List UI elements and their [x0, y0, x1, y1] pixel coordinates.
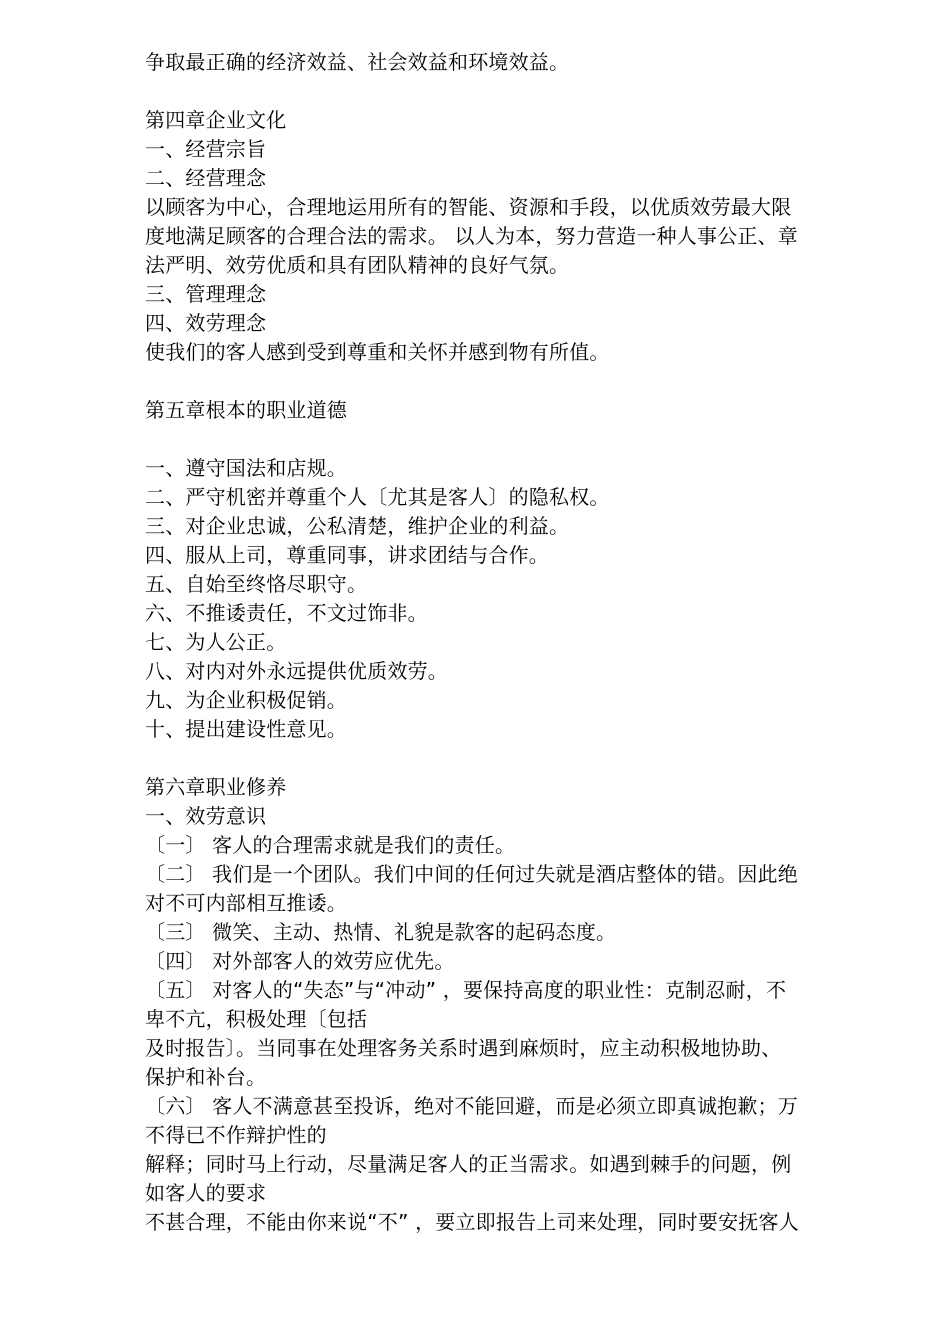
text-line: 〔二〕 我们是一个团队。我们中间的任何过失就是酒店整体的错。因此绝: [145, 862, 798, 886]
text-line: 六、不推诿责任，不文过饰非。: [145, 601, 428, 625]
blank-line: [145, 744, 875, 773]
text-line: 〔一〕 客人的合理需求就是我们的责任。: [145, 833, 516, 857]
text-line: 七、为人公正。: [145, 630, 287, 654]
text-line: 法严明、效劳优质和具有团队精神的良好气氛。: [145, 253, 570, 277]
text-line: 不得已不作辩护性的: [145, 1123, 327, 1147]
text-line: 度地满足顾客的合理合法的需求。 以人为本，努力营造一种人事公正、章: [145, 224, 798, 248]
text-line: 三、管理理念: [145, 282, 267, 306]
text-line: 十、提出建设性意见。: [145, 717, 347, 741]
text-line: 第六章职业修养: [145, 775, 287, 799]
text-line: 四、服从上司，尊重同事，讲求团结与合作。: [145, 543, 549, 567]
blank-line: [145, 77, 875, 106]
text-line: 〔三〕 微笑、主动、热情、礼貌是款客的起码态度。: [145, 920, 617, 944]
text-line: 对不可内部相互推诿。: [145, 891, 347, 915]
text-line: 一、经营宗旨: [145, 137, 267, 161]
text-line: 一、效劳意识: [145, 804, 267, 828]
blank-line: [145, 367, 875, 396]
text-line: 如客人的要求: [145, 1181, 267, 1205]
text-line: 八、对内对外永远提供优质效劳。: [145, 659, 448, 683]
text-line: 二、严守机密并尊重个人〔尤其是客人〕的隐私权。: [145, 485, 610, 509]
text-line: 争取最正确的经济效益、社会效益和环境效益。: [145, 50, 570, 74]
text-line: 卑不亢，积极处理〔包括: [145, 1007, 368, 1031]
text-line: 及时报告〕。当同事在处理客务关系时遇到麻烦时，应主动积极地协助、: [145, 1036, 782, 1060]
blank-line: [145, 425, 875, 454]
text-line: 以顾客为中心，合理地运用所有的智能、资源和手段，以优质效劳最大限: [145, 195, 792, 219]
text-line: 九、为企业积极促销。: [145, 688, 347, 712]
document-body: [145, 48, 875, 1237]
text-line: 解释；同时马上行动，尽量满足客人的正当需求。如遇到棘手的问题，例: [145, 1152, 792, 1176]
text-line: 使我们的客人感到受到尊重和关怀并感到物有所值。: [145, 340, 610, 364]
text-line: 第五章根本的职业道德: [145, 398, 347, 422]
text-line: 〔六〕 客人不满意甚至投诉，绝对不能回避，而是必须立即真诚抱歉；万: [145, 1094, 798, 1118]
text-line: 〔四〕 对外部客人的效劳应优先。: [145, 949, 455, 973]
text-line: 第四章企业文化: [145, 108, 287, 132]
text-line: 不甚合理，不能由你来说“不” ，要立即报告上司来处理，同时要安抚客人: [145, 1210, 799, 1234]
text-line: 〔五〕 对客人的“失态”与“冲动” ，要保持高度的职业性：克制忍耐，不: [145, 978, 787, 1002]
text-line: 保护和补台。: [145, 1065, 267, 1089]
text-line: 一、遵守国法和店规。: [145, 456, 347, 480]
text-line: 二、经营理念: [145, 166, 267, 190]
text-line: 五、自始至终恪尽职守。: [145, 572, 368, 596]
text-line: 三、对企业忠诚，公私清楚，维护企业的利益。: [145, 514, 570, 538]
text-line: 四、效劳理念: [145, 311, 267, 335]
